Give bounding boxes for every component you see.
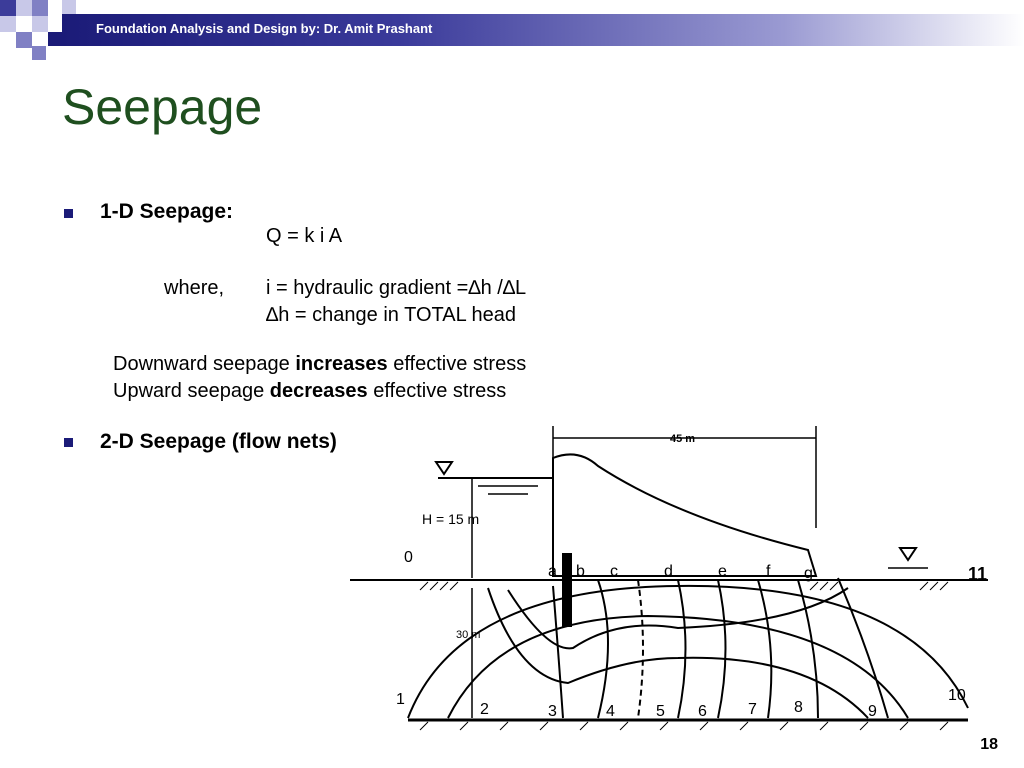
equip-number-10: 10 [948, 687, 966, 704]
upward-emphasis: decreases [269, 380, 368, 402]
flow-line [508, 588, 848, 648]
logo-square-2 [16, 0, 32, 16]
bullet-icon [64, 209, 73, 218]
where-label: where, [164, 277, 225, 299]
sheet-pile [563, 554, 571, 626]
equip-number-2: 2 [480, 701, 489, 718]
water-level-icon [900, 548, 916, 560]
downward-prefix: Downward seepage [113, 353, 296, 375]
surface-letter-d: d [664, 563, 673, 580]
surface-letter-a: a [548, 563, 557, 580]
equip-number-4: 4 [606, 703, 615, 720]
definition-i: i = hydraulic gradient =∆h /∆L [266, 277, 527, 299]
flow-line [408, 586, 968, 718]
equipotential-line [678, 580, 686, 718]
equip-number-7: 7 [748, 701, 757, 718]
dim-label-width: 45 m [670, 433, 696, 445]
logo-square-8 [32, 46, 46, 60]
left-label: 0 [404, 549, 413, 566]
logo-square-9 [62, 0, 76, 14]
equipotential-line [638, 580, 643, 718]
definition-dh: ∆h = change in TOTAL head [266, 304, 516, 326]
equipotential-line [798, 580, 818, 718]
logo-square-5 [32, 16, 48, 32]
upward-suffix: effective stress [367, 380, 507, 402]
logo-square-6 [16, 32, 32, 48]
bullet-icon [64, 438, 73, 447]
dim-label-depth: 30 m [456, 629, 481, 641]
downward-suffix: effective stress [387, 353, 527, 375]
equipotential-line [758, 580, 771, 718]
section-heading-2d: 2-D Seepage (flow nets) [100, 430, 337, 453]
water-level-icon [436, 462, 452, 474]
upward-statement [113, 380, 506, 403]
logo-square-3 [32, 0, 48, 16]
flow-net-diagram [348, 418, 1000, 748]
downward-statement [113, 353, 526, 376]
equip-number-9: 9 [868, 703, 877, 720]
equip-number-6: 6 [698, 703, 707, 720]
dam-body [553, 454, 816, 576]
equip-number-5: 5 [656, 703, 665, 720]
equip-number-1: 1 [396, 691, 405, 708]
upward-prefix: Upward seepage [113, 380, 270, 402]
equip-number-8: 8 [794, 699, 803, 716]
surface-letter-f: f [766, 563, 771, 580]
header-title: Foundation Analysis and Design by: Dr. Amit Prashant [96, 21, 433, 36]
section-heading-1d: 1-D Seepage: [100, 200, 234, 223]
surface-letter-c: c [610, 563, 618, 580]
page-title: Seepage [62, 79, 263, 135]
flow-line [448, 616, 908, 718]
right-label: 11 [968, 564, 988, 584]
equipotential-line [553, 586, 563, 718]
page-number: 18 [980, 736, 998, 753]
surface-letter-e: e [718, 563, 727, 580]
equation: Q = k i A [266, 225, 343, 247]
equipotential-line [718, 580, 726, 718]
downward-emphasis: increases [295, 353, 388, 375]
equipotential-line [598, 580, 608, 718]
surface-letter-g: g [804, 565, 813, 582]
surface-letter-b: b [576, 563, 585, 580]
logo-square-4 [0, 16, 16, 32]
logo-square-1 [0, 0, 16, 16]
equip-number-3: 3 [548, 703, 557, 720]
dim-label-head: H = 15 m [422, 511, 480, 527]
logo-square-7 [48, 32, 62, 46]
